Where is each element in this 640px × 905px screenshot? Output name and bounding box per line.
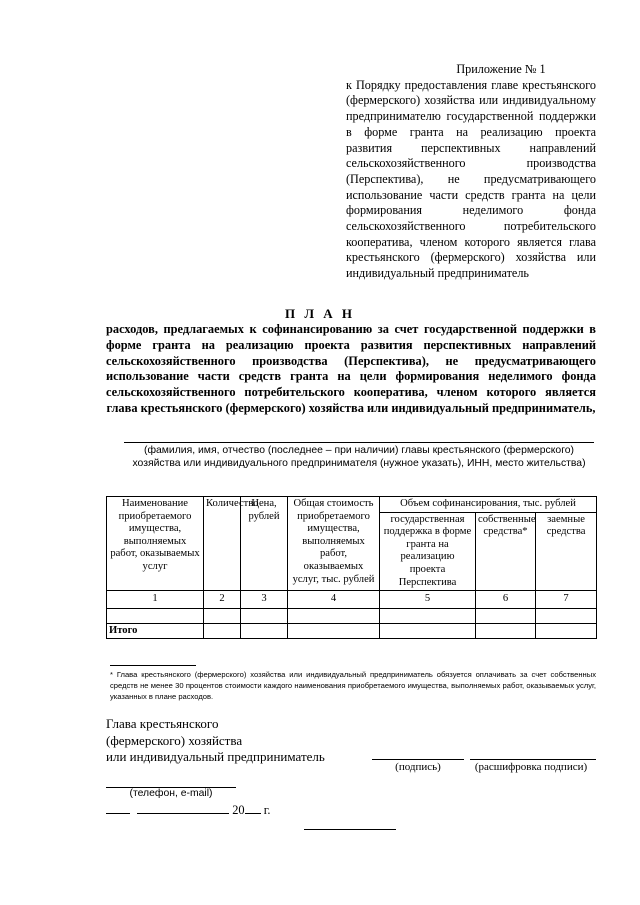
column-number: 7 xyxy=(536,591,597,609)
year-prefix: 20 xyxy=(232,803,245,817)
signatory-line-1: Глава крестьянского xyxy=(106,716,219,731)
date-row xyxy=(106,803,271,818)
header-loan-funds: заемные средства xyxy=(536,512,597,591)
month-blank xyxy=(137,803,229,814)
signatory-block xyxy=(106,716,325,766)
year-blank xyxy=(245,803,261,814)
footnote: * Глава крестьянского (фермерского) хозяйства или индивидуальный предприниматель обязуется оплачивать за счет собственных средств не менее 30 процентов стоимости каждого наименования приобретаемого имущества, выполняемых работ, оказываемых услуг, указанных в плане расходов. xyxy=(110,670,596,701)
signature-decode-caption: (расшифровка подписи) xyxy=(474,761,588,773)
column-number-row xyxy=(107,591,597,609)
table-row xyxy=(107,608,597,623)
column-number: 1 xyxy=(107,591,204,609)
expense-table xyxy=(106,496,597,639)
header-own-funds: собственные средства* xyxy=(476,512,536,591)
appendix-title: Приложение № 1 xyxy=(456,62,546,76)
contact-caption: (телефон, e-mail) xyxy=(129,788,213,799)
signature-decode-line xyxy=(470,759,596,760)
column-number: 4 xyxy=(288,591,380,609)
signature-line xyxy=(372,759,464,760)
column-number: 2 xyxy=(204,591,241,609)
total-label: Итого xyxy=(107,623,204,639)
header-total: Общая стоимость приобретаемого имущества, выполняемых работ, оказываемых услуг, тыс. рублей xyxy=(288,497,380,591)
header-price: Цена, рублей xyxy=(241,497,288,591)
total-row xyxy=(107,623,597,639)
appendix-block xyxy=(346,62,596,282)
column-number: 3 xyxy=(241,591,288,609)
bottom-signature-line xyxy=(304,829,396,830)
signatory-line-3: или индивидуальный предприниматель xyxy=(106,749,325,764)
year-suffix: г. xyxy=(263,803,271,817)
day-blank xyxy=(106,803,130,814)
column-number: 5 xyxy=(380,591,476,609)
plan-title: П Л А Н xyxy=(284,306,356,321)
header-state-support: государственная поддержка в форме гранта на реализацию проекта Перспектива xyxy=(380,512,476,591)
signature-caption: (подпись) xyxy=(395,761,441,773)
plan-subtitle: расходов, предлагаемых к софинансированию за счет государственной поддержки в форме гранта на реализацию проекта развития перспективных направлений сельскохозяйственного производства (Перспектива), не предусматривающего использование части средств гранта на цели формирования неделимого фонда сельскохозяйственного потребительского кооператива, членом которого является глава крестьянского (фермерского) хозяйства или индивидуальный предприниматель, xyxy=(106,322,596,415)
header-cofinancing: Объем софинансирования, тыс. рублей xyxy=(380,497,597,513)
applicant-caption: (фамилия, имя, отчество (последнее – при наличии) главы крестьянского (фермерского) хозяйства или индивидуального предпринимателя (нужное указать), ИНН, место жительства) xyxy=(132,445,586,469)
column-number: 6 xyxy=(476,591,536,609)
footnote-divider xyxy=(110,665,196,666)
header-name: Наименование приобретаемого имущества, выполняемых работ, оказываемых услуг xyxy=(107,497,204,591)
header-qty: Количество xyxy=(204,497,241,591)
applicant-fill-line xyxy=(124,442,594,443)
signatory-line-2: (фермерского) хозяйства xyxy=(106,732,243,748)
appendix-text: к Порядку предоставления главе крестьянского (фермерского) хозяйства или индивидуальному предпринимателю государственной поддержки в форме гранта на реализацию проекта развития перспективных направлений сельскохозяйственного производства (Перспектива), не предусматривающего использование части средств гранта на цели формирования неделимого фонда сельскохозяйственного потребительского кооператива, членом которого является глава крестьянского (фермерского) хозяйства или индивидуальный предприниматель xyxy=(346,77,596,281)
